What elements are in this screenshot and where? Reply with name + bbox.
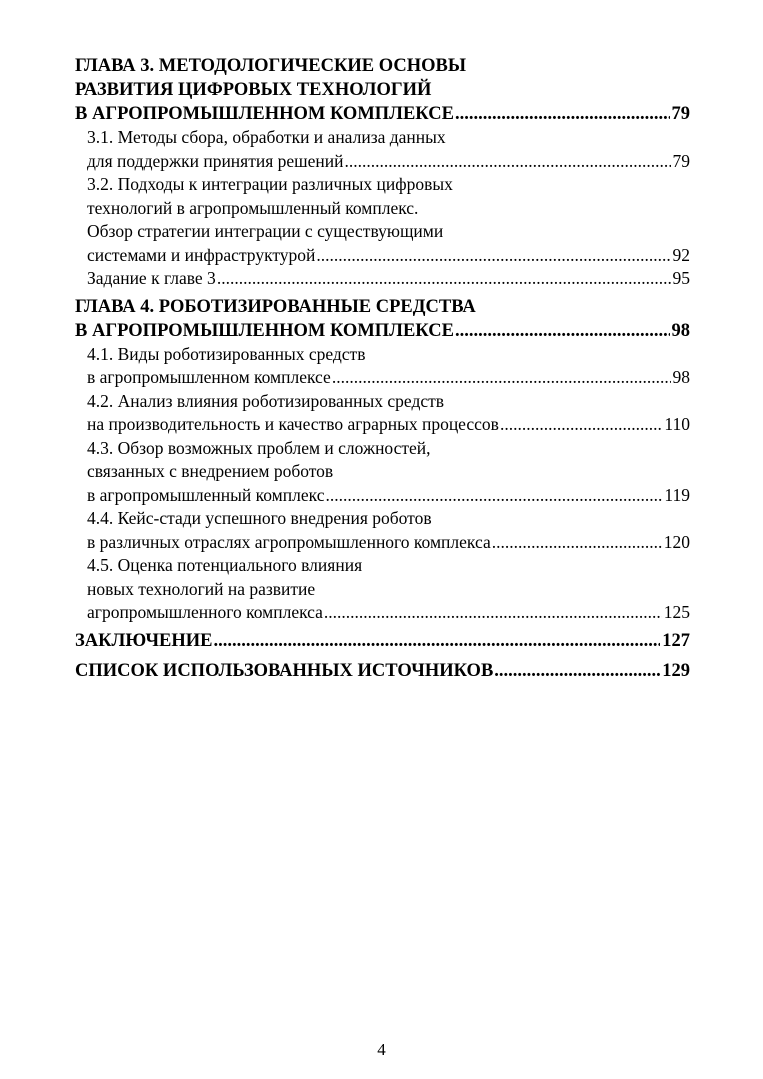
toc-chapter-title-line: В АГРОПРОМЫШЛЕННОМ КОМПЛЕКСЕ <box>75 320 454 341</box>
toc-section-title-line: 3.1. Методы сбора, обработки и анализа данных <box>87 127 446 147</box>
toc-section-title-line: 3.2. Подходы к интеграции различных цифровых <box>87 174 453 194</box>
toc-leader-line <box>87 150 690 174</box>
dot-leader <box>455 319 670 343</box>
toc-section-title-line: для поддержки принятия решений <box>87 150 344 171</box>
toc-chapter-title-line: СПИСОК ИСПОЛЬЗОВАННЫХ ИСТОЧНИКОВ <box>75 660 494 681</box>
toc-page-number: 129 <box>662 660 690 681</box>
toc-section-4-5[interactable] <box>75 554 690 625</box>
toc-page-number: 79 <box>671 104 690 124</box>
toc-leader-line <box>87 531 690 555</box>
toc-page-number: 120 <box>663 531 690 552</box>
toc-section-4-1[interactable] <box>75 343 690 390</box>
toc-section-title-line: новых технологий на развитие <box>87 578 316 599</box>
dot-leader <box>316 244 670 268</box>
toc-section-title-line: связанных с внедрением роботов <box>87 461 334 481</box>
toc-leader-line <box>75 102 690 126</box>
toc-section-title-line: агропромышленного комплекса <box>87 602 323 622</box>
toc-section-title-line: 4.5. Оценка потенциального влияния <box>87 555 363 575</box>
dot-leader <box>332 366 671 390</box>
toc-section-3-2[interactable] <box>75 173 690 267</box>
toc-section-title-line: 4.2. Анализ влияния роботизированных средств <box>87 390 445 411</box>
toc-page-number: 92 <box>672 244 690 265</box>
toc-section-title-line: в агропромышленный комплекс <box>87 484 325 505</box>
dot-leader <box>500 413 662 437</box>
toc-leader-line <box>87 244 690 268</box>
toc-section-title-line: Задание к главе 3 <box>87 268 216 288</box>
page-number: 4 <box>377 1040 386 1059</box>
toc-chapter-title-line: ГЛАВА 3. МЕТОДОЛОГИЧЕСКИЕ ОСНОВЫ <box>75 56 466 76</box>
toc-leader-line <box>87 366 690 390</box>
toc-page-number: 125 <box>663 602 690 622</box>
dot-leader <box>325 484 662 508</box>
toc-leader-line <box>75 659 690 683</box>
toc-page-number: 79 <box>672 150 690 171</box>
dot-leader <box>214 629 661 653</box>
toc-section-title-line: 4.1. Виды роботизированных средств <box>87 343 366 364</box>
toc-page-number: 98 <box>672 367 690 387</box>
dot-leader <box>492 531 662 555</box>
toc-sources[interactable] <box>75 659 690 683</box>
toc-conclusion[interactable] <box>75 629 690 653</box>
toc-section-title-line: 4.3. Обзор возможных проблем и сложностей, <box>87 437 431 458</box>
toc-chapter-title-line: В АГРОПРОМЫШЛЕННОМ КОМПЛЕКСЕ <box>75 104 454 124</box>
toc-page-number: 98 <box>671 320 690 341</box>
toc-section-4-4[interactable] <box>75 507 690 554</box>
toc-task-chapter-3[interactable] <box>75 267 690 291</box>
toc-section-4-2[interactable] <box>75 390 690 437</box>
toc-leader-line <box>87 413 690 437</box>
toc-page-number: 119 <box>664 484 690 505</box>
toc-page-number: 110 <box>664 414 690 434</box>
table-of-contents <box>75 54 690 683</box>
toc-leader-line <box>87 601 690 625</box>
toc-chapter-4[interactable] <box>75 295 690 343</box>
toc-section-title-line: в агропромышленном комплексе <box>87 367 331 387</box>
toc-chapter-title-line: ЗАКЛЮЧЕНИЕ <box>75 630 213 651</box>
toc-section-title-line: системами и инфраструктурой <box>87 244 316 265</box>
toc-page-number: 127 <box>662 630 690 651</box>
toc-leader-line <box>75 629 690 653</box>
toc-section-title-line: в различных отраслях агропромышленного комплекса <box>87 531 491 552</box>
dot-leader <box>494 659 660 683</box>
toc-section-3-1[interactable] <box>75 126 690 173</box>
dot-leader <box>345 150 671 174</box>
toc-section-title-line: 4.4. Кейс-стади успешного внедрения роботов <box>87 508 432 528</box>
toc-leader-line <box>75 319 690 343</box>
toc-leader-line <box>87 484 690 508</box>
toc-chapter-title-line: ГЛАВА 4. РОБОТИЗИРОВАННЫЕ СРЕДСТВА <box>75 296 476 317</box>
toc-section-title-line: на производительность и качество аграрных процессов <box>87 414 499 434</box>
dot-leader <box>217 267 671 291</box>
toc-leader-line <box>87 267 690 291</box>
dot-leader <box>324 601 662 625</box>
toc-section-title-line: технологий в агропромышленный комплекс. <box>87 197 419 218</box>
toc-section-4-3[interactable] <box>75 437 690 508</box>
dot-leader <box>455 102 670 126</box>
toc-section-title-line: Обзор стратегии интеграции с существующими <box>87 221 444 241</box>
toc-page-number: 95 <box>672 268 690 288</box>
toc-chapter-3[interactable] <box>75 54 690 126</box>
toc-chapter-title-line: РАЗВИТИЯ ЦИФРОВЫХ ТЕХНОЛОГИЙ <box>75 80 432 100</box>
